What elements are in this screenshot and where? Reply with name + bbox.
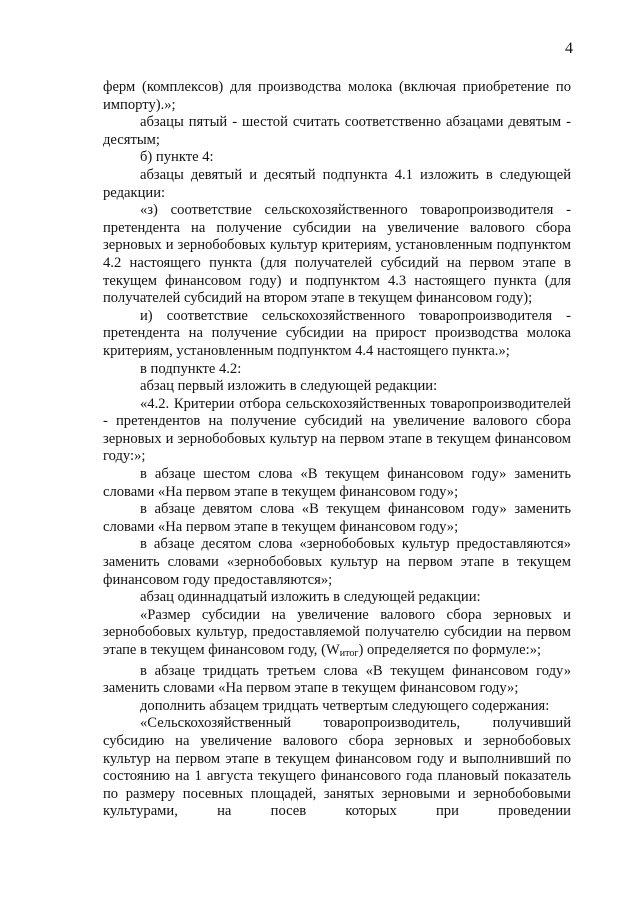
- paragraph: б) пункте 4:: [140, 149, 214, 166]
- quoted-paragraph: «Сельскохозяйственный товаропроизводитель, получивший субсидию на увеличение валового сбора зерновых и зернобобовых культур на первом этапе в текущем финансовом году и выполнивший по состоянию на 1 августа текущего финансового года плановый показатель по размеру посевных площадей, занятых зерновыми и зернобобовыми культурами, на посев которых при проведении: [103, 715, 571, 820]
- paragraph: ферм (комплексов) для производства молока (включая приобретение по импорту).»;: [103, 79, 571, 113]
- paragraph: в абзаце тридцать третьем слова «В текущем финансовом году» заменить словами «На первом этапе в текущем финансовом году»;: [103, 662, 571, 697]
- paragraph: абзацы девятый и десятый подпункта 4.1 изложить в следующей редакции:: [103, 166, 571, 201]
- page-number: 4: [565, 40, 573, 57]
- paragraph: дополнить абзацем тридцать четвертым следующего содержания:: [140, 697, 550, 714]
- paragraph: в абзаце десятом слова «зернобобовых культур предоставляются» заменить словами «зернобобовых культур на первом этапе в текущем финансовом году предоставляются»;: [103, 536, 571, 588]
- paragraph: в абзаце шестом слова «В текущем финансовом году» заменить словами «На первом этапе в текущем финансовом году»;: [103, 466, 571, 500]
- paragraph: в абзаце девятом слова «В текущем финансовом году» заменить словами «На первом этапе в текущем финансовом году»;: [103, 501, 571, 535]
- paragraph: в подпункте 4.2:: [140, 360, 242, 377]
- paragraph: абзацы пятый - шестой считать соответственно абзацами девятым - десятым;: [103, 114, 571, 148]
- paragraph: абзац первый изложить в следующей редакции:: [140, 378, 438, 395]
- paragraph: абзац одиннадцатый изложить в следующей редакции:: [140, 589, 481, 606]
- quoted-paragraph: и) соответствие сельскохозяйственного товаропроизводителя - претендента на получение субсидии на прирост производства молока критериям, установленным подпунктом 4.4 настоящего пункта.»;: [103, 307, 571, 359]
- formula-text-before: «Размер субсидии на увеличение валового сбора зерновых и зернобобовых культур, предоставляемой получателю субсидии на первом этапе в текущем финансовом году, (W: [103, 606, 571, 658]
- formula-text-after: ) определяется по формуле:»;: [358, 642, 542, 658]
- quoted-paragraph: «з) соответствие сельскохозяйственного товаропроизводителя - претендента на получение субсидии на увеличение валового сбора зерновых и зернобобовых культур критериям, установленным подпунктом 4.2 настоящего пункта (для получателей субсидий на первом этапе в текущем финансовом году) и подпунктом 4.3 настоящего пункта (для получателей субсидий на втором этапе в текущем финансовом году);: [103, 202, 571, 307]
- quoted-paragraph: «4.2. Критерии отбора сельскохозяйственных товаропроизводителей - претендентов на получение субсидий на увеличение валового сбора зерновых и зернобобовых культур на первом этапе в текущем финансовом году:»;: [103, 395, 571, 465]
- document-body: [103, 79, 571, 821]
- formula-subscript: итог: [339, 648, 359, 659]
- formula-paragraph: [103, 607, 571, 663]
